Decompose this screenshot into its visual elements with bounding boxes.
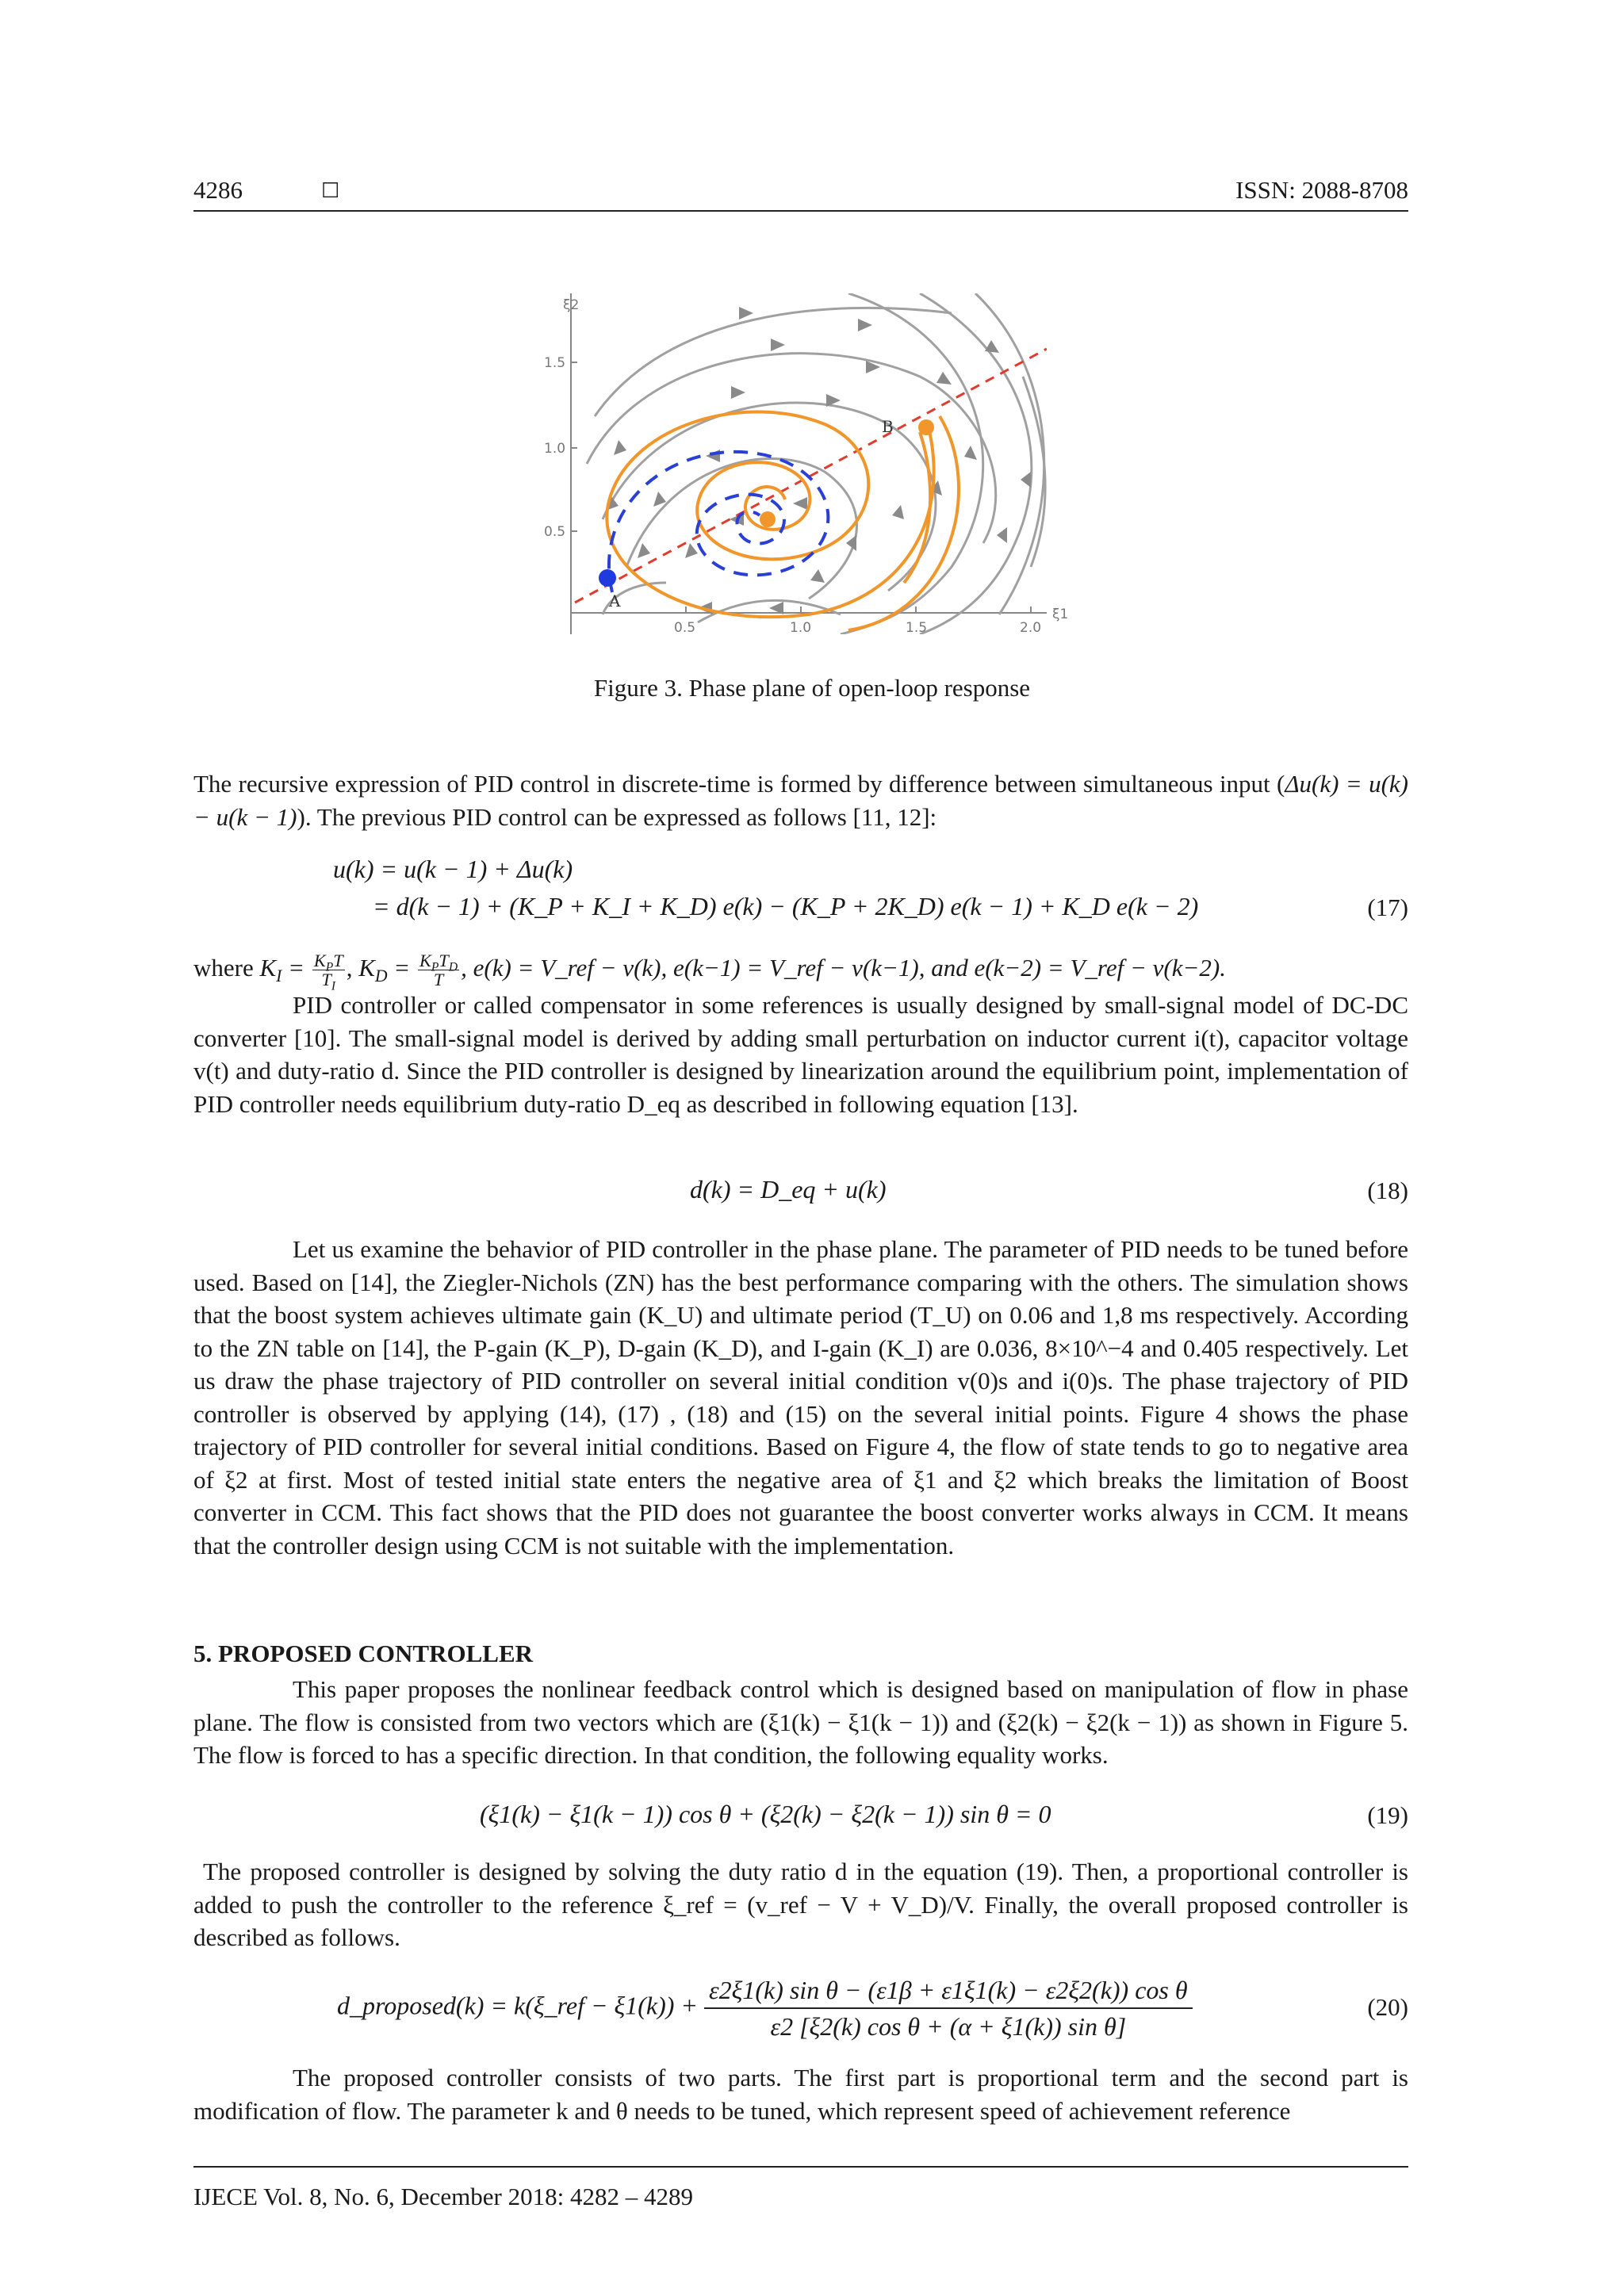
- y-tick-label: 1.5: [544, 355, 566, 371]
- footer-journal: IJECE Vol. 8, No. 6, December 2018: 4282 – 4289: [193, 2183, 693, 2210]
- y-tick-label: 1.0: [544, 441, 566, 457]
- paragraph-design: The proposed controller is designed by solving the duty ratio d in the equation (19). Then, a proportional controller is added to push the controller to the reference ξ_ref = (v_ref − V + V_D)/V. Finally, the overall proposed controller is described as follows.: [193, 1858, 1408, 1951]
- paragraph-pid-recursive: [193, 767, 1408, 833]
- point-b-marker: [918, 419, 934, 435]
- point-a-marker: [599, 569, 616, 587]
- equation-number-17: (17): [1367, 894, 1408, 921]
- phase-plane-figure: [508, 281, 1078, 646]
- equation-17-line-2: = d(k − 1) + (K_P + K_I + K_D) e(k) − (K_P + 2K_D) e(k − 1) + K_D e(k − 2): [373, 892, 1199, 920]
- x-tick-label: 0.5: [674, 620, 696, 636]
- x-tick-label: 1.0: [790, 620, 812, 636]
- x-tick-label: 1.5: [906, 620, 928, 636]
- point-a-label: A: [609, 591, 621, 610]
- square-icon: ☐: [321, 179, 340, 202]
- issn: ISSN: 2088-8708: [1235, 176, 1408, 204]
- equation-19: (ξ1(k) − ξ1(k − 1)) cos θ + (ξ2(k) − ξ2(k − 1)) sin θ = 0: [480, 1800, 1051, 1828]
- equation-number-18: (18): [1367, 1177, 1408, 1204]
- equation-number-20: (20): [1367, 1993, 1408, 2021]
- equilibrium-point: [760, 511, 776, 527]
- equation-20: d_proposed(k) = k(ξ_ref − ξ1(k)) + $\frac{\text{ε2ξ1(k) sin θ − (ε1β + ε1ξ1(k) − ε2ξ2(k)) cos θ}}{\text{ε2 [ξ2(k) cos θ + (α + ξ1(k)) sin θ]}}$: [337, 1973, 1193, 2044]
- reference-line: [575, 349, 1047, 603]
- paragraph-pid-phase-plane: Let us examine the behavior of PID controller in the phase plane. The parameter of PID needs to be tuned before used. Based on [14], the Ziegler-Nichols (ZN) has the best performance comparing with the others. The simulation shows that the boost system achieves ultimate gain (K_U) and ultimate period (T_U) on 0.06 and 1,8 ms respectively. According to the ZN table on [14], the P-gain (K_P), D-gain (K_D), and I-gain (K_I) are 0.036, 8×10^−4 and 0.405 respectively. Let us draw the phase trajectory of PID controller on several initial condition v(0)s and i(0)s. The phase trajectory of PID controller is observed by applying (14), (17) , (18) and (15) on the several initial points. Figure 4 shows the phase trajectory of PID controller for several initial conditions. Based on Figure 4, the flow of state tends to go to negative area of ξ2 at first. Most of tested initial state enters the negative area of ξ1 and ξ2 which breaks the limitation of Boost converter in CCM. This fact shows that the PID does not guarantee the boost converter works always in CCM. It means that the controller design using CCM is not suitable with the implementation.: [193, 1235, 1408, 1559]
- paragraph-two-parts: The proposed controller consists of two parts. The first part is proportional term and the second part is modification of flow. The parameter k and θ needs to be tuned, which represent speed of achievement reference: [193, 2064, 1408, 2125]
- footer-rule: [193, 2166, 1408, 2168]
- text: ). The previous PID control can be expressed as follows [11, 12]:: [297, 802, 937, 831]
- inline-math: Δu(k) = u(k) − u(k − 1): [193, 770, 1408, 831]
- flow-streamlines: [587, 293, 1045, 634]
- where-clause: where $K_I$ = $\frac{K_PT}{T_I}$ , $K_D$ = $\frac{K_PT_D}{T}$ , e(k) = V_ref − v(k), e(k−1) = V_ref − v(k−1), and e(k−2) = V_ref − v(k−2).: [193, 951, 1226, 993]
- equation-17-line-1: u(k) = u(k − 1) + Δu(k): [333, 855, 573, 883]
- paragraph-small-signal: PID controller or called compensator in some references is usually designed by small-signal model of DC-DC converter [10]. The small-signal model is derived by adding small perturbation on inductor current i(t), capacitor voltage v(t) and duty-ratio d. Since the PID controller is designed by linearization around the equilibrium point, implementation of PID controller needs equilibrium duty-ratio D_eq as described in following equation [13].: [193, 991, 1408, 1118]
- paragraph-proposed: This paper proposes the nonlinear feedback control which is designed based on manipulation of flow in phase plane. The flow is consisted from two vectors which are (ξ1(k) − ξ1(k − 1)) and (ξ2(k) − ξ2(k − 1)) as shown in Figure 5. The flow is forced to has a specific direction. In that condition, the following equality works.: [193, 1675, 1408, 1769]
- y-axis-label: ξ2: [563, 297, 580, 313]
- section-title: 5. PROPOSED CONTROLLER: [193, 1640, 534, 1667]
- text: The recursive expression of PID control in discrete-time is formed by difference between simultaneous input (: [193, 770, 1285, 798]
- header-rule: [193, 210, 1408, 212]
- y-tick-label: 0.5: [544, 524, 566, 540]
- equation-18: d(k) = D_eq + u(k): [690, 1175, 887, 1203]
- page-number: 4286: [193, 176, 243, 204]
- x-tick-label: 2.0: [1020, 620, 1042, 636]
- figure-caption: Figure 3. Phase plane of open-loop response: [593, 674, 1031, 702]
- point-b-label: B: [882, 417, 894, 436]
- x-axis-label: ξ1: [1052, 607, 1069, 622]
- equation-number-19: (19): [1367, 1801, 1408, 1829]
